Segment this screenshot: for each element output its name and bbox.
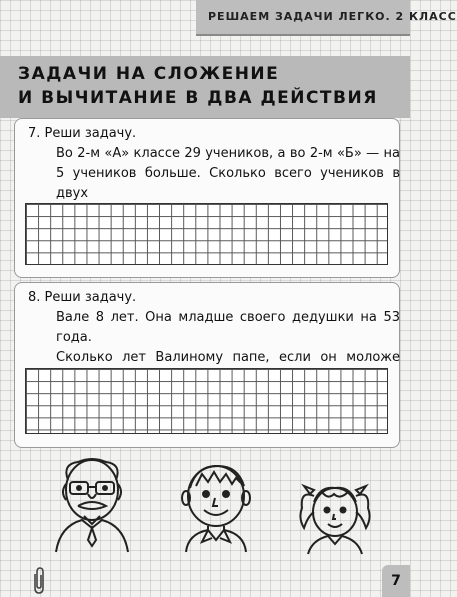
task-8-heading: 8. Реши задачу. bbox=[28, 290, 137, 305]
task-8-line-1: Вале 8 лет. Она младше своего дедушки на 53 года. bbox=[56, 310, 400, 345]
girl-illustration bbox=[294, 478, 376, 554]
task-7-line-2: 5 учеников больше. Сколько всего учеников в двух bbox=[56, 166, 400, 201]
book-title: РЕШАЕМ ЗАДАЧИ ЛЕГКО. 2 КЛАСС bbox=[208, 10, 457, 23]
task-7-heading: 7. Реши задачу. bbox=[28, 126, 137, 141]
task-7-answer-grid[interactable] bbox=[25, 203, 388, 265]
page-number: 7 bbox=[382, 565, 410, 597]
page-title-line-2: И ВЫЧИТАНИЕ В ДВА ДЕЙСТВИЯ bbox=[18, 88, 378, 108]
task-8-answer-grid[interactable] bbox=[25, 368, 388, 434]
page-title-line-1: ЗАДАЧИ НА СЛОЖЕНИЕ bbox=[18, 64, 280, 84]
boy-illustration bbox=[178, 460, 254, 554]
paperclip-icon bbox=[30, 566, 48, 596]
task-8-line-2: Сколько лет Валиному папе, если он моложе bbox=[56, 350, 400, 365]
grandfather-illustration bbox=[48, 454, 136, 554]
task-7-line-1: Во 2-м «А» классе 29 учеников, а во 2-м «Б» — на bbox=[56, 146, 400, 161]
